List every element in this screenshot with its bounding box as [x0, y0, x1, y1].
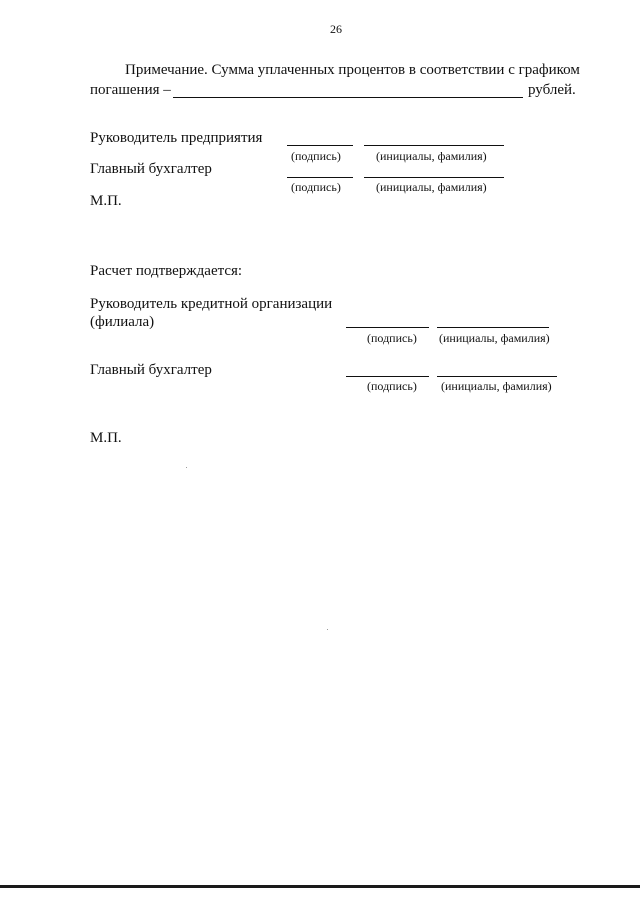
bank-stamp-mark: М.П. [90, 430, 122, 446]
enterprise-accountant-name-caption: (инициалы, фамилия) [376, 180, 487, 194]
enterprise-accountant-signature-caption: (подпись) [291, 180, 341, 194]
bank-head-signature-caption: (подпись) [367, 331, 417, 345]
bank-head-name-line [437, 327, 549, 328]
enterprise-head-name-line [364, 145, 504, 146]
note-line-2-prefix: погашения – [90, 82, 171, 98]
scan-speck [186, 467, 187, 468]
enterprise-head-signature-line [287, 145, 353, 146]
scan-speck [327, 629, 328, 630]
bank-accountant-label: Главный бухгалтер [90, 362, 212, 378]
enterprise-head-name-caption: (инициалы, фамилия) [376, 149, 487, 163]
bank-head-label-line-1: Руководитель кредитной организации [90, 296, 333, 312]
enterprise-accountant-label: Главный бухгалтер [90, 161, 212, 177]
confirmation-title: Расчет подтверждается: [90, 263, 243, 279]
enterprise-accountant-signature-line [287, 177, 353, 178]
bank-head-label-line-2: (филиала) [90, 314, 155, 330]
bank-head-signature-line [346, 327, 429, 328]
enterprise-head-label: Руководитель предприятия [90, 130, 263, 146]
bank-head-name-caption: (инициалы, фамилия) [439, 331, 550, 345]
enterprise-accountant-name-line [364, 177, 504, 178]
enterprise-stamp-mark: М.П. [90, 193, 122, 209]
enterprise-head-signature-caption: (подпись) [291, 149, 341, 163]
bank-accountant-signature-line [346, 376, 429, 377]
bank-accountant-name-line [437, 376, 557, 377]
note-line-1: Примечание. Сумма уплаченных процентов в соответствии с графиком [125, 62, 580, 78]
note-line-2-suffix: рублей. [528, 82, 576, 98]
bank-accountant-name-caption: (инициалы, фамилия) [441, 379, 552, 393]
page-bottom-border [0, 885, 640, 888]
page-number: 26 [330, 22, 342, 36]
bank-accountant-signature-caption: (подпись) [367, 379, 417, 393]
amount-blank-line [173, 97, 523, 98]
